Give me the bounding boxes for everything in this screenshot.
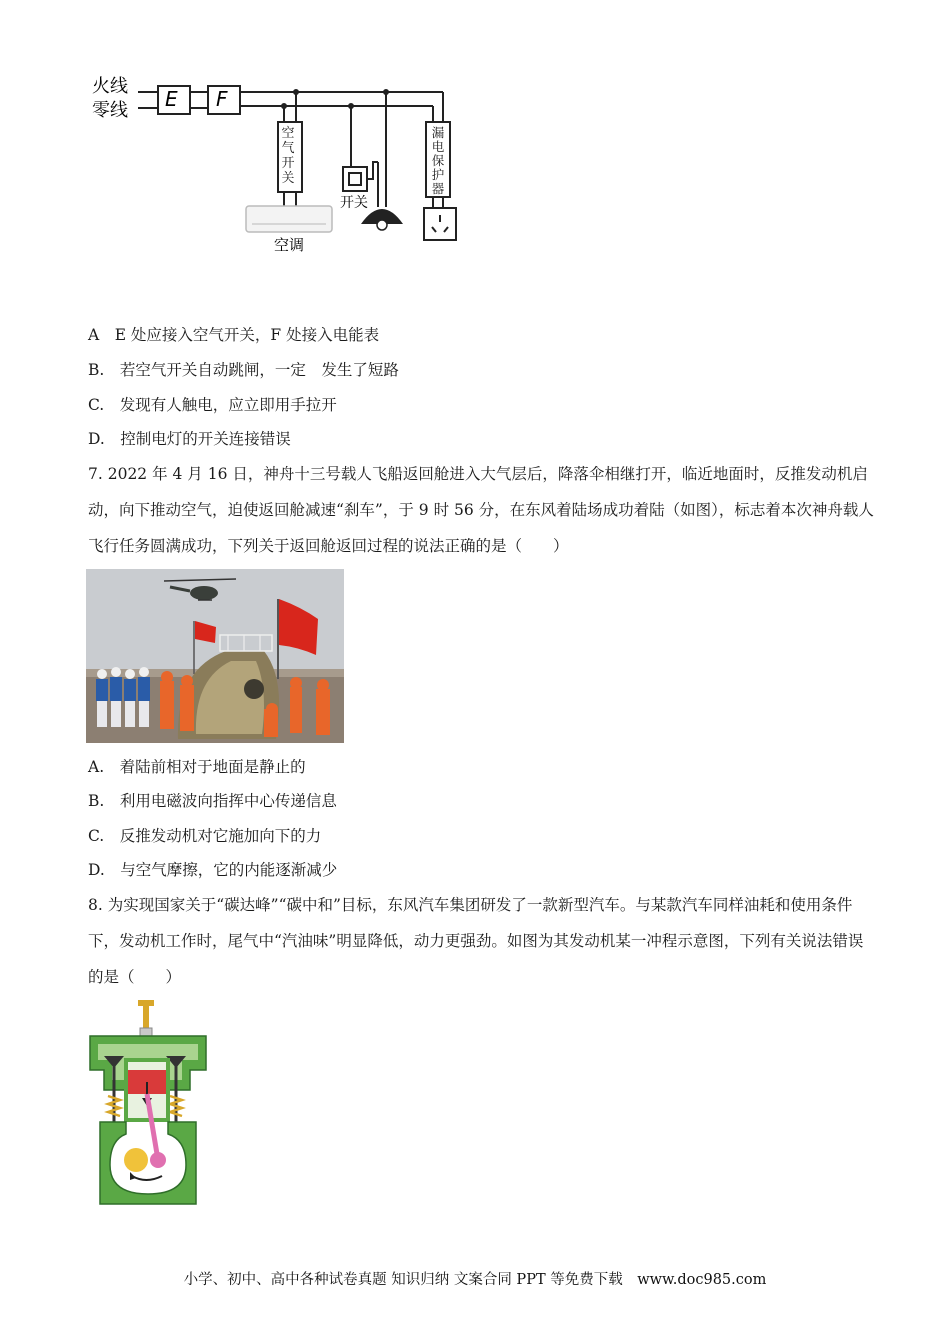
q6-option-c: C. 发现有人触电，应立即用手拉开 xyxy=(88,396,337,414)
q7-option-b: B. 利用电磁波向指挥中心传递信息 xyxy=(88,792,337,810)
q8-stem: 8. 为实现国家关于“碳达峰”“碳中和”目标，东风汽车集团研发了一款新型汽车。与某款汽车同样油耗和使用条件下，发动机工作时，尾气中“汽油味”明显降低，动力更强劲。如图为其发动机某一冲程示意图，下列有关说法错误的是（ ） xyxy=(88,896,864,986)
q7-option-c: C. 反推发动机对它施加向下的力 xyxy=(88,827,322,845)
air-conditioner-icon xyxy=(246,206,332,232)
capsule-landing-photo xyxy=(86,569,344,743)
crankshaft-icon xyxy=(124,1148,148,1172)
engine-stroke-diagram xyxy=(86,1000,216,1205)
box-e-label: E xyxy=(165,87,178,111)
household-circuit-diagram xyxy=(88,72,468,262)
footer-banner: 小学、初中、高中各种试卷真题 知识归纳 文案合同 PPT 等免费下载 www.doc985.com xyxy=(183,1272,767,1288)
neutral-wire-label: 零线 xyxy=(92,100,128,121)
leakage-protector-label: 漏电保护器 xyxy=(431,125,445,196)
box-f-label: F xyxy=(216,87,228,111)
q7-option-a: A. 着陆前相对于地面是静止的 xyxy=(88,758,306,776)
q6-option-a: A E 处应接入空气开关，F 处接入电能表 xyxy=(88,326,380,344)
q6-option-d: D. 控制电灯的开关连接错误 xyxy=(88,430,291,448)
air-switch-label: 空气开关 xyxy=(281,126,295,186)
switch-label: 开关 xyxy=(340,195,368,211)
q6-option-b: B. 若空气开关自动跳闸，一定 发生了短路 xyxy=(88,361,399,379)
q7-stem: 7. 2022 年 4 月 16 日，神舟十三号载人飞船返回舱进入大气层后，降落伞相继打开，临近地面时，反推发动机启动，向下推动空气，迫使返回舱减速“刹车”，于 9 时 56 分，在东风着陆场成功着陆（如图），标志着本次神舟载人飞行任务圆满成功，下列关于返回舱返回过程的说法正确的是（ ） xyxy=(88,465,874,555)
live-wire-label: 火线 xyxy=(92,76,128,97)
air-conditioner-label: 空调 xyxy=(274,236,305,254)
q7-option-d: D. 与空气摩擦，它的内能逐渐减少 xyxy=(88,861,338,879)
